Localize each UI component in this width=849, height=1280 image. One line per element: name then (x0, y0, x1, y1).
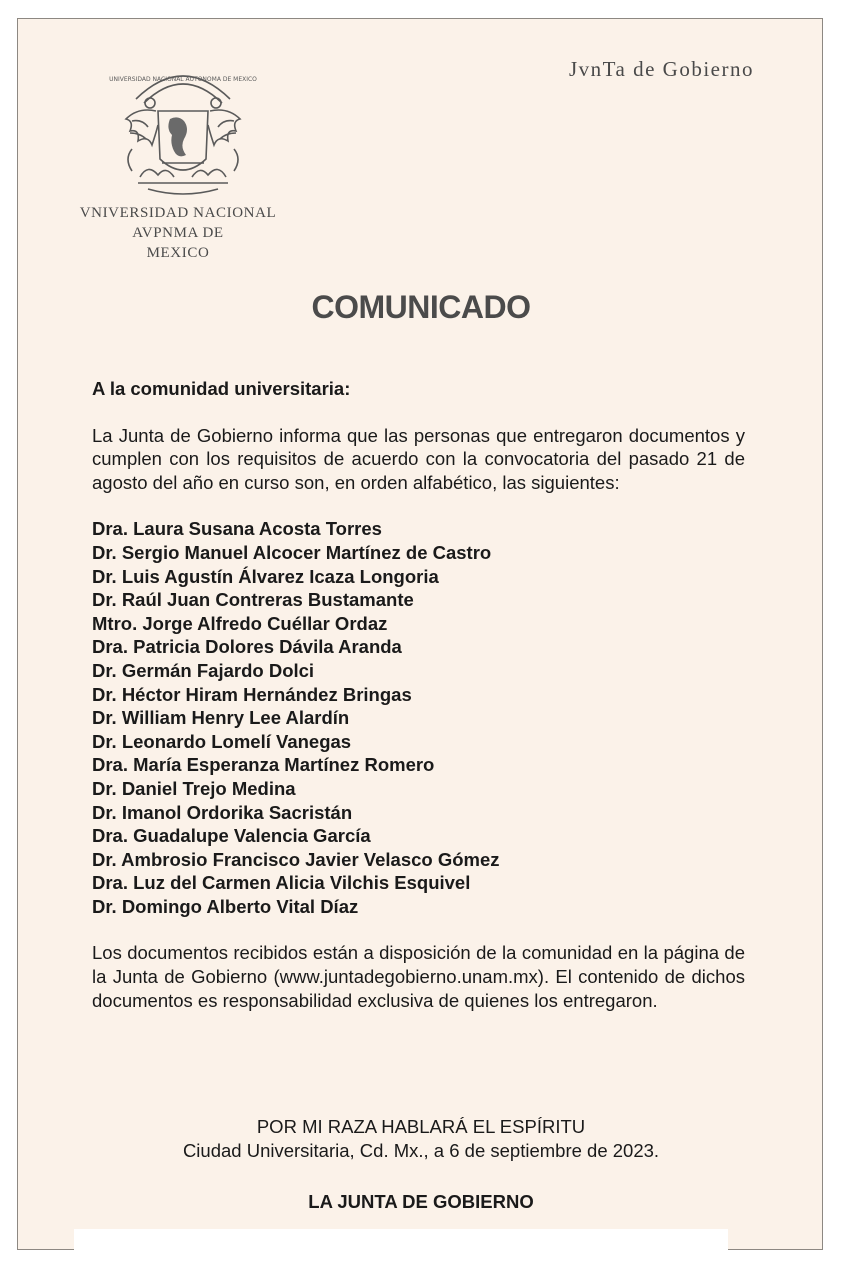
unam-crest-icon (109, 59, 257, 199)
list-item: Dr. Sergio Manuel Alcocer Martínez de Castro (92, 541, 492, 563)
list-item: Dr. Luis Agustín Álvarez Icaza Longoria (92, 565, 439, 587)
candidate-list (92, 517, 745, 918)
university-name (78, 203, 278, 263)
list-item: Dr. Leonardo Lomelí Vanegas (92, 730, 352, 752)
university-line-3: MEXICO (146, 245, 210, 261)
list-item: Dr. Ambrosio Francisco Javier Velasco Gómez (92, 848, 500, 870)
list-item: Dra. Patricia Dolores Dávila Aranda (92, 636, 402, 658)
communique-body (92, 377, 745, 1035)
list-item: Dr. Daniel Trejo Medina (92, 777, 296, 799)
list-item: Dr. Héctor Hiram Hernández Bringas (92, 683, 412, 705)
closing-block (18, 1115, 824, 1162)
list-item: Dra. Guadalupe Valencia García (92, 825, 371, 847)
document-sheet (17, 18, 823, 1250)
list-item: Dra. María Esperanza Martínez Romero (92, 754, 435, 776)
signature: LA JUNTA DE GOBIERNO (308, 1191, 534, 1212)
list-item: Dr. Raúl Juan Contreras Bustamante (92, 589, 414, 611)
greeting: A la comunidad universitaria: (92, 378, 351, 399)
list-item: Dr. Domingo Alberto Vital Díaz (92, 895, 359, 917)
university-line-2: AVPNMA DE (132, 225, 224, 241)
page-title: COMUNICADO (311, 289, 531, 325)
svg-text:UNIVERSIDAD NACIONAL AUTONOMA: UNIVERSIDAD NACIONAL AUTONOMA DE MEXICO (109, 76, 257, 83)
outro-paragraph: Los documentos recibidos están a disposición de la comunidad en la página de la Junta de Gobierno (www.juntadegobierno.unam.mx). El contenido de dichos documentos es responsabilidad exclusiva de quienes los entregaron. (92, 942, 745, 1011)
intro-paragraph: La Junta de Gobierno informa que las personas que entregaron documentos y cumplen con los requisitos de acuerdo con la convocatoria del pasado 21 de agosto del año en curso son, en orden alfabético, las siguientes: (92, 424, 745, 493)
place-date: Ciudad Universitaria, Cd. Mx., a 6 de septiembre de 2023. (182, 1139, 660, 1161)
junta-header: JvnTa de Gobierno (569, 57, 754, 81)
list-item: Mtro. Jorge Alfredo Cuéllar Ordaz (92, 612, 388, 634)
list-item: Dr. Germán Fajardo Dolci (92, 659, 315, 681)
list-item: Dra. Laura Susana Acosta Torres (92, 518, 382, 540)
motto: POR MI RAZA HABLARÁ EL ESPÍRITU (256, 1116, 586, 1137)
list-item: Dr. Imanol Ordorika Sacristán (92, 801, 353, 823)
list-item: Dr. William Henry Lee Alardín (92, 707, 350, 729)
bottom-strip (74, 1229, 728, 1250)
university-line-1: VNIVERSIDAD NACIONAL (79, 205, 277, 221)
list-item: Dra. Luz del Carmen Alicia Vilchis Esquivel (92, 872, 471, 894)
